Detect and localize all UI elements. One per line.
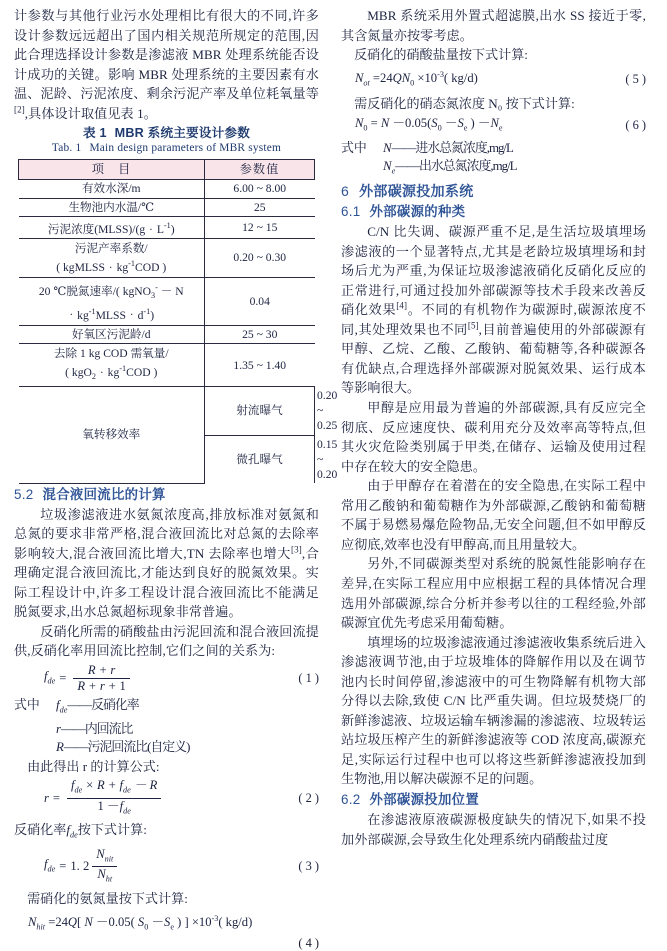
definition-line	[341, 139, 646, 157]
row-item-oxygen-transfer-efficiency: 氧转移效率	[19, 387, 205, 483]
paragraph-text: 垃圾渗滤液进水氨氮浓度高,排放标准对氨氮和总氮的要求非常严格,混合液回流比对总氮的去除率影响较大,混合液回流比增大,TN 去除率也增大	[14, 506, 319, 561]
row-item-oxygen-demand: 去除 1 kg COD 需氧量/ ( $kgO_2 \cdot kg^{-1}COD$ )	[19, 343, 205, 387]
table-caption-cn	[14, 125, 319, 141]
table-row	[19, 180, 315, 484]
paragraph-text: 计参数与其他行业污水处理相比有很大的不同,许多设计参数远远超出了国内相关规范所规定的范围,因此合理选择设计参数是渗滤液 MBR 处理系统能否设计成功的关键。影响 MBR 处理系统的主要因素有水温、泥龄、污泥浓度、剩余污泥产率及单位耗氧量等	[14, 8, 319, 102]
paragraph-text: C/N 比失调、碳源严重不足,是生活垃圾填埋场渗滤液的一个显著特点,尤其是老龄垃圾填埋场和封场后尤为严重,为保证垃圾渗滤液硝化反硝化反应的正常进行,可通过投加外部碳源等技术手段来改善反硝化效果	[341, 224, 646, 318]
table-row: 微孔曝气 0.15 ~ 0.20	[19, 435, 315, 483]
section-number: 6.1	[341, 204, 361, 220]
citation-ref: [4]	[396, 300, 408, 311]
paragraph-text-tail: ,具体设计取值见表 1。	[24, 105, 157, 121]
table-row	[19, 325, 315, 343]
row-item-sludge-age: 好氧区污泥龄/d	[19, 325, 205, 343]
formula-4-expression: $N_{hit} =24Q$[ N －0.05( $S_0 -S_e$ ) ] $\times 10^{-3}$( kg/d)	[28, 914, 253, 932]
paragraph-sodium-acetate-glucose: 由于甲醇存在着潜在的安全隐患,在实际工程中常用乙酸钠和葡萄糖作为外部碳源,乙酸钠和葡萄糖不属于易燃易爆危险物品,无安全问题,但不如甲醇反应彻底,效率也没有甲醇高,而且用量较大。	[341, 478, 646, 552]
row-value-denitrification-rate: 0.04	[205, 278, 315, 325]
table-row	[19, 343, 315, 387]
section-title: 外部碳源投加位置	[369, 791, 480, 807]
paragraph-methanol: 甲醇是应用最为普遍的外部碳源,具有反应完全彻底、反应速度快、碳利用充分及效率高等特点,但其火灾危险类别属于甲类,在储存、运输及使用过程中存在较大的安全隐患。	[341, 400, 646, 474]
paragraph-text-tail: ,合理确定混合液回流比,才能达到良好的脱氮效果。实际工程设计中,许多工程设计混合液回流比不能满足脱氮要求,出水总氮超标现象非常普遍。	[14, 545, 319, 620]
table-row	[19, 216, 315, 238]
two-column-layout	[14, 6, 653, 950]
section-number: 6	[341, 183, 350, 200]
section-title: 外部碳源的种类	[369, 204, 466, 220]
formula-5-expression: $N_{ot} =24QN_0 \times 10^{-3}$( kg/d)	[355, 70, 478, 88]
formula-2-fraction: $\frac{f_{de} \times R + f_{de} - R}{1 -f_{de}}$	[67, 778, 161, 818]
formula-6	[341, 115, 646, 137]
formula-2-lhs: r	[44, 790, 49, 805]
paragraph-reflux-ratio	[14, 505, 319, 622]
formula-3: $f_{de}$ = 1. 2 $\frac{N_{nit}}{N_{ht}}$ ( 3 )	[14, 847, 319, 887]
section-heading-6	[341, 182, 646, 201]
formula-3-fraction: $\frac{N_{nit}}{N_{ht}}$	[92, 847, 117, 887]
paragraph-nitrate-source: 反硝化所需的硝酸盐由污泥回流和混合液回流提供,反硝化率用回流比控制,它们之间的关系为:	[14, 623, 319, 659]
citation-ref: [5]	[467, 320, 479, 331]
formula-1-fraction: $\frac{R + r}{R + r + 1}$	[73, 663, 129, 694]
definition-item: $N_e——$出水总氮浓度,mg/L	[383, 159, 517, 176]
formula-3-coefficient: 1. 2	[70, 859, 90, 874]
table-row	[19, 180, 315, 198]
table-caption-cn-title: MBR 系统主要设计参数	[114, 126, 251, 141]
row-item-water-depth: 有效水深/m	[19, 180, 205, 198]
definitions-label: 式中	[14, 698, 40, 713]
paragraph-leachate-collection: 填埋场的垃圾渗滤液通过渗滤液收集系统后进入渗滤液调节池,由于垃圾堆体的降解作用以及在调节池内长时间停留,渗滤液中的可生物降解有机物大部分得以去除,致使 C/N 比严重失调。但垃圾焚烧厂的新鲜渗滤液、垃圾运输车辆渗漏的渗滤液、垃圾转运站垃圾压榨产生的新鲜渗滤液等 COD 浓度高,碳源充足,实际运行过程中也可以将这些新鲜渗滤液投加到生物池,用以解决碳源不足的问题。	[341, 634, 646, 787]
note-nitrate-formula: 反硝化的硝酸盐量按下式计算:	[354, 47, 528, 63]
note-denitrification-rate-formula: 反硝化率$f_{de}$按下式计算:	[14, 822, 147, 840]
section-heading-5-2	[14, 485, 319, 504]
formula-1: $f_{de}$ = $\frac{R + r}{R + r + 1}$ ( 1 )	[44, 663, 319, 694]
table-header-item: 项 目	[19, 160, 205, 180]
paragraph-ultrafiltration-membrane: MBR 系统采用外置式超滤膜,出水 SS 接近于零,其含氮量亦按零考虑。	[341, 8, 646, 43]
definition-line	[14, 738, 319, 756]
row-item-mlss: 污泥浓度(MLSS)/(g · $L^{-1}$)	[19, 216, 205, 238]
section-heading-6-2	[341, 790, 646, 809]
right-column	[341, 6, 646, 901]
note-ammonia-nitrogen-formula: 需硝化的氨氮量按下式计算:	[27, 890, 188, 906]
table-caption-en	[14, 141, 319, 156]
definition-item: R——污泥回流比(自定义)	[56, 740, 190, 755]
table-row	[19, 278, 315, 325]
table-row: 氧转移效率 射流曝气 0.20 ~ 0.25	[19, 387, 315, 435]
table-caption-cn-label: 表 1	[82, 126, 107, 141]
paragraph-cn-ratio	[341, 222, 646, 398]
formula-4	[14, 910, 319, 936]
definition-line	[341, 157, 646, 181]
formula-5	[341, 66, 646, 92]
table-caption-en-label: Tab. 1	[51, 142, 82, 155]
row-value-oxygen-demand: 1.35 ~ 1.40	[205, 343, 315, 387]
section-title: 混合液回流比的计算	[42, 486, 166, 502]
table-header-value: 参数值	[205, 160, 315, 180]
definition-line	[14, 696, 319, 720]
table-header-row	[19, 160, 315, 180]
formula-1-lhs: $f_{de}$	[44, 668, 56, 686]
section-number: 6.2	[341, 791, 361, 807]
formula-3-number: ( 3 )	[298, 859, 319, 874]
definition-item: $f_{de}——$反硝化率	[56, 698, 139, 715]
row-value-water-temp: 25	[205, 198, 315, 216]
mbr-parameters-table	[18, 159, 338, 483]
definition-line	[14, 720, 319, 738]
paragraph-text-mid: 。不同的有机物作为碳源时,碳源浓度不同,其处理效果也不同	[341, 302, 646, 337]
paragraph-text-tail: ,目前普遍使用的外部碳源有甲醇、乙烷、乙酸、乙酸钠、葡萄糖等,各种碳源各有优缺点,合理选择外部碳源对脱氮效果、运行成本等影响很大。	[341, 321, 646, 396]
row-value-mlss: 12 ~ 15	[205, 216, 315, 238]
row-subitem-jet-aeration: 射流曝气	[205, 387, 315, 435]
citation-ref: [3]	[291, 544, 302, 555]
section-title: 外部碳源投加系统	[359, 183, 474, 200]
left-column	[14, 6, 338, 950]
paragraph-design-parameters	[14, 6, 319, 123]
note-derive-r: 由此得出 r 的计算公式:	[27, 758, 160, 774]
row-subitem-microporous-aeration: 微孔曝气	[205, 435, 315, 483]
note-nitrate-concentration-formula: 需反硝化的硝态氮浓度 N₀ 按下式计算:	[354, 96, 575, 111]
formula-1-number: ( 1 )	[298, 671, 319, 686]
formula-6-number: ( 6 )	[625, 118, 646, 133]
formula-2-number: ( 2 )	[298, 790, 319, 805]
table-caption-en-title: Main design parameters of MBR system	[89, 142, 282, 155]
formula-1-definitions	[14, 696, 319, 757]
row-item-denitrification-rate: 20 ℃脱氮速率/( kgNO$_3$- － N · $kg^{-1}MLSS \cdot d^{-1}$)	[19, 278, 205, 325]
row-item-sludge-yield: 污泥产率系数/ ( kgMLSS · $kg^{-1}COD$ )	[19, 238, 205, 277]
paragraph-carbon-source-selection: 另外,不同碳源类型对系统的脱氮性能影响存在差异,在实际工程应用中应根据工程的具体情况合理选用外部碳源,综合分析并参考以往的工程经验,外部碳源宜优先考虑采用葡萄糖。	[341, 556, 646, 631]
row-item-water-temp: 生物池内水温/℃	[19, 198, 205, 216]
row-value-water-depth: 6.00 ~ 8.00	[205, 180, 315, 198]
formula-6-expression: $N_0 = N -0.05(S_0 -S_e$ ) $-N_e$	[355, 116, 503, 133]
definition-item: r——内回流比	[56, 722, 133, 737]
citation-ref: [2]	[14, 104, 25, 115]
formula-5-number: ( 5 )	[625, 71, 646, 86]
section-heading-6-1	[341, 202, 646, 221]
row-value-sludge-yield: 0.20 ~ 0.30	[205, 238, 315, 277]
formula-3-lhs: $f_{de}$	[44, 857, 56, 874]
row-value-sludge-age: 25 ~ 30	[205, 325, 315, 343]
table-row	[19, 238, 315, 277]
definition-item: N——进水总氮浓度,mg/L	[383, 140, 513, 155]
table-row	[19, 198, 315, 216]
formula-6-definitions	[341, 139, 646, 181]
definitions-label: 式中	[341, 140, 367, 155]
formula-2: r = $\frac{f_{de} \times R + f_{de} - R}{1 -f_{de}}$ ( 2 )	[14, 778, 319, 818]
formula-4-number: ( 4 )	[298, 935, 319, 950]
section-number: 5.2	[14, 486, 34, 502]
paragraph-dosing-position: 在渗滤液原液碳源极度缺失的情况下,如果不投加外部碳源,会导致生化处理系统内硝酸盐过度	[341, 811, 646, 847]
